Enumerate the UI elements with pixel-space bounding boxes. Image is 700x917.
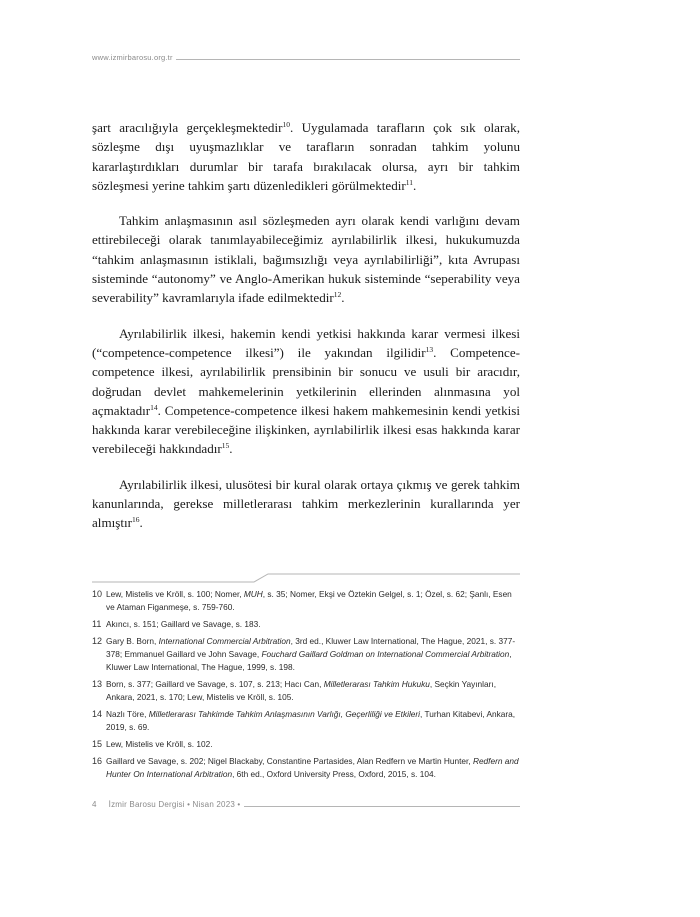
paragraph-text: . bbox=[139, 515, 143, 531]
footnote-15 bbox=[92, 738, 520, 751]
footnote-14 bbox=[92, 708, 520, 734]
footnote-segment: , Seçkin Yayınları, Ankara, 2021, s. 170; Lew, Mistelis ve Kröll, s. 105. bbox=[106, 679, 497, 703]
footnote-10 bbox=[92, 588, 520, 614]
journal-name: İzmir Barosu Dergisi • Nisan 2023 • bbox=[108, 800, 241, 809]
footnote-number: 14 bbox=[92, 709, 103, 719]
footnote-11 bbox=[92, 618, 520, 631]
footnote-number: 13 bbox=[92, 679, 103, 689]
footnote-segment: Nazlı Töre, bbox=[106, 709, 149, 719]
footnote-italic: Milletlerarası Tahkimde Tahkim Anlaşmasının Varlığı, Geçerliliği ve Etkileri bbox=[148, 709, 421, 719]
page-number: 4 bbox=[92, 800, 97, 809]
paragraph-text: . bbox=[229, 441, 233, 457]
paragraph-text: . bbox=[341, 290, 345, 306]
paragraph-4 bbox=[92, 475, 520, 533]
footnote-text bbox=[106, 678, 520, 704]
paragraph-2 bbox=[92, 211, 520, 307]
footnotes bbox=[92, 588, 520, 785]
paragraph-text: Ayrılabilirlik ilkesi, hakemin kendi yetkisi hakkında karar vermesi ilkesi (“competence-competence ilkesi”) ile yakından ilgilidir bbox=[92, 325, 520, 360]
page-footer bbox=[92, 800, 520, 814]
footnote-ref-15[interactable]: 15 bbox=[221, 441, 230, 451]
footnote-segment: Gary B. Born, bbox=[106, 635, 159, 646]
footnote-segment: Gaillard ve Savage, s. 202; Nigel Blackaby, Constantine Partasides, Alan Redfern ve Martin Hunter, bbox=[106, 755, 473, 766]
footer-text bbox=[92, 800, 240, 809]
header-url[interactable]: www.izmirbarosu.org.tr bbox=[92, 53, 173, 62]
footnote-italic: International Commercial Arbitration bbox=[158, 635, 291, 646]
footnote-text bbox=[106, 588, 520, 614]
footnote-12 bbox=[92, 635, 520, 675]
footnote-text bbox=[106, 755, 520, 781]
footnote-italic: Redfern and Hunter On International Arbitration bbox=[106, 755, 519, 779]
footnote-ref-11[interactable]: 11 bbox=[405, 177, 414, 187]
paragraph-3 bbox=[92, 324, 520, 459]
footnote-text bbox=[106, 635, 520, 675]
header-rule bbox=[176, 59, 520, 60]
footnote-divider bbox=[92, 573, 520, 583]
paragraph-text: . bbox=[413, 177, 417, 193]
paragraph-text: . Competence-competence ilkesi, ayrılabilirlik prensibinin bir sonucu ve usuli bir aracıdır, doğrudan devlet mahkemelerinin yetkilerinin ellerinden alınmasına yol açmaktadır bbox=[92, 344, 520, 418]
paragraph-text: Ayrılabilirlik ilkesi, ulusötesi bir kural olarak ortaya çıkmış ve gerek tahkim kanunlarında, gerekse milletlerarası tahkim merkezlerinin kurallarında yer almıştır bbox=[92, 476, 520, 531]
footnote-italic: Milletlerarası Tahkim Hukuku bbox=[323, 679, 430, 689]
footnote-segment: Akıncı, s. 151; Gaillard ve Savage, s. 183. bbox=[106, 619, 261, 629]
footnote-13 bbox=[92, 678, 520, 704]
footnote-ref-16[interactable]: 16 bbox=[132, 515, 140, 525]
footnote-number: 11 bbox=[92, 619, 102, 629]
footer-rule bbox=[244, 806, 520, 807]
main-text bbox=[92, 118, 520, 549]
paragraph-text: Tahkim anlaşmasının asıl sözleşmeden ayrı olarak kendi varlığını devam ettirebileceği olarak tanımlayabileceğimiz ayrılabilirlik ilkesi, hukukumuzda “tahkim anlaşmasının istiklali, bağımsızlığı veya ayrılabilirliği”, kıta Avrupası sisteminde “autonomy” ve Anglo-Amerikan hukuk sisteminde “seperability veya severability” kavramlarıyla ifade edilmektedir bbox=[92, 213, 520, 306]
footnote-text bbox=[106, 738, 520, 751]
footnote-ref-14[interactable]: 14 bbox=[150, 402, 158, 412]
footnote-number: 15 bbox=[92, 739, 103, 749]
footnote-segment: , Turhan Kitabevi, Ankara, 2019, s. 69. bbox=[106, 709, 516, 733]
footnote-segment: Lew, Mistelis ve Kröll, s. 102. bbox=[106, 739, 213, 749]
footnote-16 bbox=[92, 755, 520, 781]
footnote-segment: , 6th ed., Oxford University Press, Oxford, 2015, s. 104. bbox=[232, 769, 436, 779]
footnote-italic: Fouchard Gaillard Goldman on International Commercial Arbitration bbox=[261, 649, 510, 659]
footnote-ref-10[interactable]: 10 bbox=[282, 120, 290, 129]
footnote-ref-13[interactable]: 13 bbox=[425, 344, 434, 354]
footnote-text bbox=[106, 618, 520, 631]
footnote-italic: MUH bbox=[243, 589, 263, 599]
paragraph-text: . Competence-competence ilkesi hakem mahkemesinin kendi yetkisi hakkında karar verebileceğine ilişkinken, ayrılabilirlik ilkesi esas hakkında karar verebileceği hakkındadır bbox=[92, 402, 520, 457]
footnote-segment: , s. 35; Nomer, Ekşi ve Öztekin Gelgel, s. 1; Özel, s. 62; Şanlı, Esen ve Ataman Figanmeşe, s. 759-760. bbox=[106, 589, 512, 613]
footnote-segment: Born, s. 377; Gaillard ve Savage, s. 107, s. 213; Hacı Can, bbox=[106, 679, 324, 689]
page-header bbox=[92, 53, 520, 67]
footnote-number: 12 bbox=[92, 635, 103, 646]
footnote-segment: Lew, Mistelis ve Kröll, s. 100; Nomer, bbox=[106, 589, 244, 599]
footnote-ref-12[interactable]: 12 bbox=[333, 290, 342, 300]
footnote-number: 16 bbox=[92, 755, 103, 766]
paragraph-text: şart aracılığıyla gerçekleşmektedir bbox=[92, 120, 283, 135]
paragraph-1 bbox=[92, 118, 520, 195]
footnote-segment: , Kluwer Law International, The Hague, 1999, s. 198. bbox=[106, 649, 512, 673]
footnote-number: 10 bbox=[92, 589, 103, 599]
footnote-text bbox=[106, 708, 520, 734]
paragraph-text: . Uygulamada tarafların çok sık olarak, sözleşme dışı uyuşmazlıklar ve tarafların sonradan tahkim yolunu kararlaştırdıkları durumlar bir tarafa bırakılacak olursa, ayrı bir tahkim sözleşmesi yerine tahkim şartı düzenledikleri görülmektedir bbox=[92, 120, 520, 193]
footnote-segment: , 3rd ed., Kluwer Law International, The Hague, 2021, s. 377-378; Emmanuel Gaillard ve John Savage, bbox=[106, 635, 516, 659]
